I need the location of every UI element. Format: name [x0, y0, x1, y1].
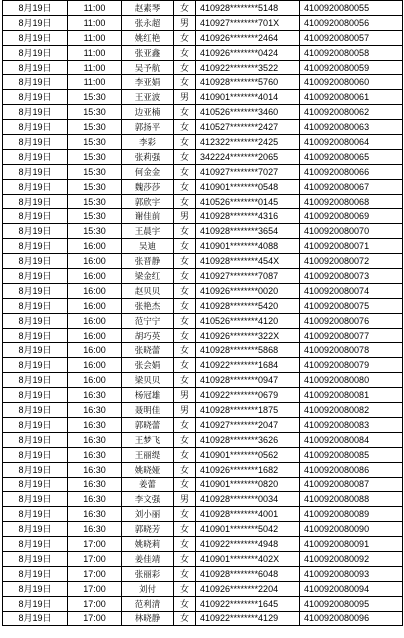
exam-number-cell: 4100920080075: [300, 298, 403, 313]
table-row: [3, 507, 403, 522]
exam-number-cell: 4100920080076: [300, 313, 403, 328]
table-row: [3, 90, 403, 105]
table-row: [3, 403, 403, 418]
exam-number-cell: 4100920080070: [300, 224, 403, 239]
date-cell: 8月19日: [3, 313, 68, 328]
gender-cell: 女: [174, 45, 196, 60]
exam-number-cell: 4100920080057: [300, 30, 403, 45]
id-number-cell: 410922********4948: [196, 537, 300, 552]
table-row: [3, 75, 403, 90]
table-row: [3, 447, 403, 462]
table-row: [3, 566, 403, 581]
exam-number-cell: 4100920080088: [300, 492, 403, 507]
id-number-cell: 410527********2427: [196, 120, 300, 135]
date-cell: 8月19日: [3, 358, 68, 373]
gender-cell: 女: [174, 507, 196, 522]
name-cell: 郭晓蕾: [122, 417, 174, 432]
table-row: [3, 135, 403, 150]
id-number-cell: 410901********4088: [196, 239, 300, 254]
gender-cell: 女: [174, 1, 196, 16]
exam-number-cell: 4100920080060: [300, 75, 403, 90]
date-cell: 8月19日: [3, 90, 68, 105]
exam-number-cell: 4100920080090: [300, 522, 403, 537]
time-cell: 17:00: [68, 537, 122, 552]
date-cell: 8月19日: [3, 179, 68, 194]
time-cell: 16:30: [68, 388, 122, 403]
id-number-cell: 410901********0548: [196, 179, 300, 194]
name-cell: 张永超: [122, 15, 174, 30]
date-cell: 8月19日: [3, 194, 68, 209]
id-number-cell: 410928********4316: [196, 209, 300, 224]
table-row: [3, 388, 403, 403]
name-cell: 边亚楠: [122, 105, 174, 120]
table-row: [3, 551, 403, 566]
gender-cell: 女: [174, 269, 196, 284]
table-row: [3, 581, 403, 596]
time-cell: 15:30: [68, 149, 122, 164]
time-cell: 16:30: [68, 417, 122, 432]
id-number-cell: 410928********454X: [196, 254, 300, 269]
name-cell: 何金金: [122, 164, 174, 179]
table-row: [3, 522, 403, 537]
table-row: [3, 358, 403, 373]
gender-cell: 女: [174, 477, 196, 492]
name-cell: 吴予航: [122, 60, 174, 75]
table-row: [3, 537, 403, 552]
date-cell: 8月19日: [3, 537, 68, 552]
name-cell: 范利清: [122, 596, 174, 611]
time-cell: 16:00: [68, 328, 122, 343]
date-cell: 8月19日: [3, 224, 68, 239]
table-row: [3, 432, 403, 447]
name-cell: 聂明佳: [122, 403, 174, 418]
name-cell: 赵贝贝: [122, 283, 174, 298]
exam-number-cell: 4100920080086: [300, 462, 403, 477]
id-number-cell: 410928********3654: [196, 224, 300, 239]
time-cell: 16:30: [68, 432, 122, 447]
gender-cell: 女: [174, 373, 196, 388]
time-cell: 16:00: [68, 298, 122, 313]
id-number-cell: 410922********3522: [196, 60, 300, 75]
exam-number-cell: 4100920080059: [300, 60, 403, 75]
table-row: [3, 298, 403, 313]
id-number-cell: 410928********3626: [196, 432, 300, 447]
table-row: [3, 492, 403, 507]
date-cell: 8月19日: [3, 209, 68, 224]
id-number-cell: 410927********7087: [196, 269, 300, 284]
name-cell: 姜佳靖: [122, 551, 174, 566]
table-row: [3, 611, 403, 626]
gender-cell: 女: [174, 120, 196, 135]
date-cell: 8月19日: [3, 432, 68, 447]
gender-cell: 女: [174, 149, 196, 164]
time-cell: 11:00: [68, 15, 122, 30]
name-cell: 梁金红: [122, 269, 174, 284]
gender-cell: 女: [174, 462, 196, 477]
time-cell: 15:30: [68, 194, 122, 209]
name-cell: 王亚波: [122, 90, 174, 105]
name-cell: 张晓蕾: [122, 343, 174, 358]
time-cell: 16:00: [68, 358, 122, 373]
time-cell: 16:30: [68, 507, 122, 522]
date-cell: 8月19日: [3, 522, 68, 537]
gender-cell: 男: [174, 492, 196, 507]
time-cell: 16:00: [68, 313, 122, 328]
exam-number-cell: 4100920080056: [300, 15, 403, 30]
name-cell: 胡巧英: [122, 328, 174, 343]
exam-number-cell: 4100920080068: [300, 194, 403, 209]
gender-cell: 女: [174, 343, 196, 358]
date-cell: 8月19日: [3, 611, 68, 626]
gender-cell: 女: [174, 596, 196, 611]
date-cell: 8月19日: [3, 30, 68, 45]
gender-cell: 女: [174, 254, 196, 269]
name-cell: 郭欣宇: [122, 194, 174, 209]
id-number-cell: 410922********4129: [196, 611, 300, 626]
gender-cell: 女: [174, 75, 196, 90]
id-number-cell: 410526********3460: [196, 105, 300, 120]
date-cell: 8月19日: [3, 254, 68, 269]
id-number-cell: 410928********0034: [196, 492, 300, 507]
time-cell: 15:30: [68, 179, 122, 194]
name-cell: 李文强: [122, 492, 174, 507]
name-cell: 梁贝贝: [122, 373, 174, 388]
date-cell: 8月19日: [3, 105, 68, 120]
id-number-cell: 410928********6048: [196, 566, 300, 581]
time-cell: 17:00: [68, 566, 122, 581]
date-cell: 8月19日: [3, 581, 68, 596]
gender-cell: 男: [174, 388, 196, 403]
id-number-cell: 410922********1684: [196, 358, 300, 373]
name-cell: 姜蕾: [122, 477, 174, 492]
id-number-cell: 410928********4001: [196, 507, 300, 522]
id-number-cell: 410901********5042: [196, 522, 300, 537]
gender-cell: 女: [174, 105, 196, 120]
table-row: [3, 224, 403, 239]
exam-number-cell: 4100920080082: [300, 403, 403, 418]
time-cell: 15:30: [68, 209, 122, 224]
name-cell: 赵素琴: [122, 1, 174, 16]
date-cell: 8月19日: [3, 120, 68, 135]
table-row: [3, 596, 403, 611]
gender-cell: 女: [174, 179, 196, 194]
exam-number-cell: 4100920080071: [300, 239, 403, 254]
time-cell: 16:00: [68, 239, 122, 254]
name-cell: 魏莎莎: [122, 179, 174, 194]
table-row: [3, 209, 403, 224]
id-number-cell: 410926********2464: [196, 30, 300, 45]
exam-number-cell: 4100920080062: [300, 105, 403, 120]
time-cell: 15:30: [68, 105, 122, 120]
name-cell: 王丽缇: [122, 447, 174, 462]
exam-number-cell: 4100920080084: [300, 432, 403, 447]
exam-number-cell: 4100920080078: [300, 343, 403, 358]
time-cell: 11:00: [68, 60, 122, 75]
date-cell: 8月19日: [3, 373, 68, 388]
exam-number-cell: 4100920080087: [300, 477, 403, 492]
gender-cell: 女: [174, 581, 196, 596]
id-number-cell: 410927********7027: [196, 164, 300, 179]
gender-cell: 女: [174, 30, 196, 45]
table-row: [3, 417, 403, 432]
exam-number-cell: 4100920080058: [300, 45, 403, 60]
date-cell: 8月19日: [3, 75, 68, 90]
table-row: [3, 343, 403, 358]
time-cell: 16:00: [68, 269, 122, 284]
exam-number-cell: 4100920080083: [300, 417, 403, 432]
exam-number-cell: 4100920080063: [300, 120, 403, 135]
gender-cell: 女: [174, 135, 196, 150]
id-number-cell: 410928********5420: [196, 298, 300, 313]
name-cell: 李彩: [122, 135, 174, 150]
id-number-cell: 410901********0562: [196, 447, 300, 462]
id-number-cell: 410922********1645: [196, 596, 300, 611]
date-cell: 8月19日: [3, 462, 68, 477]
table-row: [3, 239, 403, 254]
exam-number-cell: 4100920080074: [300, 283, 403, 298]
date-cell: 8月19日: [3, 328, 68, 343]
gender-cell: 女: [174, 358, 196, 373]
name-cell: 张艳杰: [122, 298, 174, 313]
name-cell: 吴迪: [122, 239, 174, 254]
time-cell: 11:00: [68, 1, 122, 16]
gender-cell: 男: [174, 209, 196, 224]
exam-number-cell: 4100920080092: [300, 551, 403, 566]
exam-number-cell: 4100920080061: [300, 90, 403, 105]
gender-cell: 女: [174, 417, 196, 432]
id-number-cell: 410901********0820: [196, 477, 300, 492]
name-cell: 张丽彩: [122, 566, 174, 581]
date-cell: 8月19日: [3, 566, 68, 581]
id-number-cell: 410926********0020: [196, 283, 300, 298]
date-cell: 8月19日: [3, 596, 68, 611]
time-cell: 16:30: [68, 462, 122, 477]
name-cell: 林晓静: [122, 611, 174, 626]
id-number-cell: 410526********0145: [196, 194, 300, 209]
table-row: [3, 1, 403, 16]
id-number-cell: 410928********1875: [196, 403, 300, 418]
table-row: [3, 194, 403, 209]
name-cell: 郭晓芳: [122, 522, 174, 537]
id-number-cell: 342224********2065: [196, 149, 300, 164]
time-cell: 16:00: [68, 343, 122, 358]
date-cell: 8月19日: [3, 15, 68, 30]
table-row: [3, 15, 403, 30]
name-cell: 姚红艳: [122, 30, 174, 45]
exam-number-cell: 4100920080064: [300, 135, 403, 150]
time-cell: 16:00: [68, 283, 122, 298]
table-row: [3, 373, 403, 388]
name-cell: 李亚娟: [122, 75, 174, 90]
exam-number-cell: 4100920080055: [300, 1, 403, 16]
exam-number-cell: 4100920080091: [300, 537, 403, 552]
id-number-cell: 410927********701X: [196, 15, 300, 30]
time-cell: 15:30: [68, 224, 122, 239]
exam-number-cell: 4100920080067: [300, 179, 403, 194]
name-cell: 张会娟: [122, 358, 174, 373]
name-cell: 郭扬平: [122, 120, 174, 135]
name-cell: 张莉强: [122, 149, 174, 164]
exam-number-cell: 4100920080096: [300, 611, 403, 626]
time-cell: 16:00: [68, 254, 122, 269]
date-cell: 8月19日: [3, 60, 68, 75]
gender-cell: 女: [174, 313, 196, 328]
time-cell: 15:30: [68, 135, 122, 150]
id-number-cell: 410526********4120: [196, 313, 300, 328]
gender-cell: 女: [174, 551, 196, 566]
id-number-cell: 410926********1682: [196, 462, 300, 477]
id-number-cell: 410926********2204: [196, 581, 300, 596]
exam-number-cell: 4100920080080: [300, 373, 403, 388]
schedule-table-body: [3, 1, 403, 626]
exam-number-cell: 4100920080066: [300, 164, 403, 179]
time-cell: 17:00: [68, 596, 122, 611]
date-cell: 8月19日: [3, 149, 68, 164]
exam-number-cell: 4100920080077: [300, 328, 403, 343]
exam-number-cell: 4100920080073: [300, 269, 403, 284]
name-cell: 谢佳前: [122, 209, 174, 224]
gender-cell: 男: [174, 15, 196, 30]
name-cell: 姚晓娅: [122, 462, 174, 477]
date-cell: 8月19日: [3, 507, 68, 522]
exam-number-cell: 4100920080072: [300, 254, 403, 269]
gender-cell: 女: [174, 164, 196, 179]
exam-number-cell: 4100920080085: [300, 447, 403, 462]
id-number-cell: 412322********2425: [196, 135, 300, 150]
time-cell: 11:00: [68, 30, 122, 45]
gender-cell: 男: [174, 90, 196, 105]
gender-cell: 女: [174, 328, 196, 343]
schedule-table: [2, 0, 403, 626]
table-row: [3, 254, 403, 269]
gender-cell: 女: [174, 611, 196, 626]
table-row: [3, 45, 403, 60]
table-row: [3, 60, 403, 75]
name-cell: 刘小丽: [122, 507, 174, 522]
date-cell: 8月19日: [3, 298, 68, 313]
exam-number-cell: 4100920080093: [300, 566, 403, 581]
table-row: [3, 283, 403, 298]
time-cell: 16:30: [68, 477, 122, 492]
date-cell: 8月19日: [3, 1, 68, 16]
id-number-cell: 410901********402X: [196, 551, 300, 566]
time-cell: 16:30: [68, 403, 122, 418]
id-number-cell: 410927********2047: [196, 417, 300, 432]
id-number-cell: 410926********0424: [196, 45, 300, 60]
time-cell: 17:00: [68, 581, 122, 596]
exam-number-cell: 4100920080065: [300, 149, 403, 164]
time-cell: 16:30: [68, 522, 122, 537]
gender-cell: 女: [174, 432, 196, 447]
gender-cell: 女: [174, 239, 196, 254]
table-row: [3, 462, 403, 477]
table-row: [3, 30, 403, 45]
date-cell: 8月19日: [3, 417, 68, 432]
name-cell: 范宁宁: [122, 313, 174, 328]
table-row: [3, 477, 403, 492]
table-row: [3, 149, 403, 164]
time-cell: 16:30: [68, 492, 122, 507]
id-number-cell: 410928********0947: [196, 373, 300, 388]
exam-number-cell: 4100920080069: [300, 209, 403, 224]
name-cell: 刘付: [122, 581, 174, 596]
gender-cell: 女: [174, 283, 196, 298]
time-cell: 15:30: [68, 164, 122, 179]
name-cell: 王梦飞: [122, 432, 174, 447]
time-cell: 11:00: [68, 75, 122, 90]
name-cell: 姚晓莉: [122, 537, 174, 552]
gender-cell: 女: [174, 224, 196, 239]
table-row: [3, 269, 403, 284]
exam-number-cell: 4100920080094: [300, 581, 403, 596]
gender-cell: 女: [174, 566, 196, 581]
name-cell: 杨冠雄: [122, 388, 174, 403]
date-cell: 8月19日: [3, 447, 68, 462]
date-cell: 8月19日: [3, 551, 68, 566]
name-cell: 张亚鑫: [122, 45, 174, 60]
gender-cell: 女: [174, 298, 196, 313]
table-row: [3, 164, 403, 179]
table-row: [3, 313, 403, 328]
date-cell: 8月19日: [3, 135, 68, 150]
time-cell: 16:30: [68, 447, 122, 462]
time-cell: 11:00: [68, 45, 122, 60]
date-cell: 8月19日: [3, 492, 68, 507]
date-cell: 8月19日: [3, 269, 68, 284]
exam-number-cell: 4100920080081: [300, 388, 403, 403]
id-number-cell: 410928********5760: [196, 75, 300, 90]
id-number-cell: 410901********4014: [196, 90, 300, 105]
date-cell: 8月19日: [3, 164, 68, 179]
table-row: [3, 120, 403, 135]
id-number-cell: 410928********5868: [196, 343, 300, 358]
id-number-cell: 410926********322X: [196, 328, 300, 343]
date-cell: 8月19日: [3, 239, 68, 254]
gender-cell: 女: [174, 537, 196, 552]
id-number-cell: 410922********0679: [196, 388, 300, 403]
date-cell: 8月19日: [3, 283, 68, 298]
gender-cell: 女: [174, 522, 196, 537]
date-cell: 8月19日: [3, 477, 68, 492]
date-cell: 8月19日: [3, 343, 68, 358]
time-cell: 17:00: [68, 611, 122, 626]
time-cell: 17:00: [68, 551, 122, 566]
date-cell: 8月19日: [3, 45, 68, 60]
gender-cell: 男: [174, 403, 196, 418]
name-cell: 张晋静: [122, 254, 174, 269]
time-cell: 15:30: [68, 90, 122, 105]
table-row: [3, 179, 403, 194]
exam-number-cell: 4100920080079: [300, 358, 403, 373]
id-number-cell: 410928********5148: [196, 1, 300, 16]
gender-cell: 女: [174, 194, 196, 209]
time-cell: 15:30: [68, 120, 122, 135]
gender-cell: 女: [174, 60, 196, 75]
exam-number-cell: 4100920080089: [300, 507, 403, 522]
date-cell: 8月19日: [3, 388, 68, 403]
name-cell: 王晨宇: [122, 224, 174, 239]
exam-number-cell: 4100920080095: [300, 596, 403, 611]
table-row: [3, 105, 403, 120]
table-row: [3, 328, 403, 343]
time-cell: 16:00: [68, 373, 122, 388]
gender-cell: 女: [174, 447, 196, 462]
date-cell: 8月19日: [3, 403, 68, 418]
